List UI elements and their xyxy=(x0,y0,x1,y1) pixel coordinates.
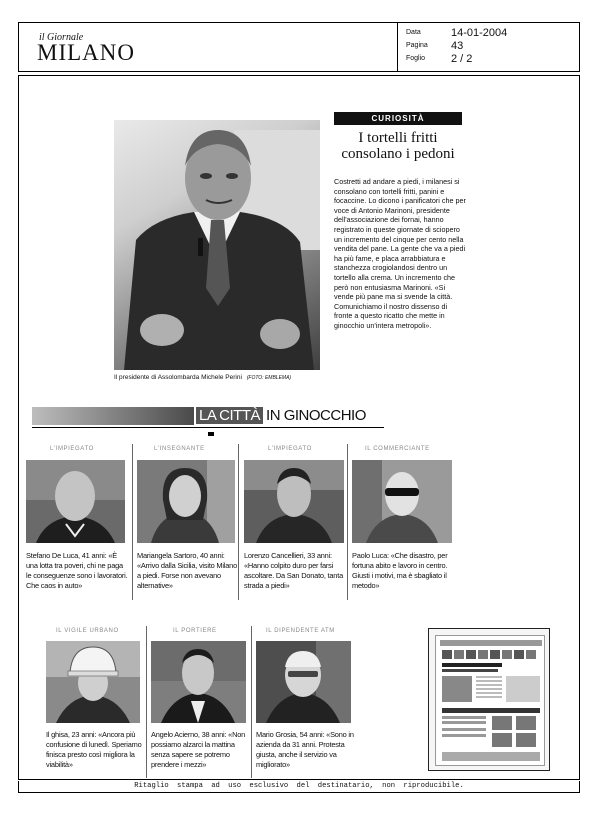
portrait-illustration xyxy=(114,120,320,370)
section-title xyxy=(196,406,369,426)
card-divider xyxy=(251,626,252,778)
card-quote: Mariangela Sartoro, 40 anni: «Arrivo dalla Sicilia, visito Milano a piedi. Forse non avevano alternative» xyxy=(137,551,238,590)
meta-sheet xyxy=(406,53,576,67)
page-thumbnail xyxy=(428,628,550,771)
card-quote: Lorenzo Cancellieri, 33 anni: «Hanno colpito duro per farsi ascoltare. Da San Donato, tanta strada a piedi» xyxy=(244,551,343,590)
interviewee-photo xyxy=(151,641,246,723)
clipping-meta xyxy=(397,23,580,71)
card-quote: Stefano De Luca, 41 anni: «È una lotta tra poveri, chi ne paga le conseguenze sono i lavoratori. Che caos in auto» xyxy=(26,551,128,590)
interviewee-photo xyxy=(256,641,351,723)
sheet-label: Foglio xyxy=(406,55,426,62)
section-gradient-bar xyxy=(32,407,194,425)
card-quote: Paolo Luca: «Che disastro, per fortuna abito e lavoro in centro. Giusti i motivi, ma è sbagliato il metodo» xyxy=(352,551,448,590)
card-divider xyxy=(238,444,239,600)
card-role: IL COMMERCIANTE xyxy=(365,446,430,452)
interviewee-photo xyxy=(244,460,344,543)
meta-page xyxy=(406,40,576,54)
logo-big-text: MILANO xyxy=(37,40,135,65)
article-headline: I tortelli fritti consolano i pedoni xyxy=(341,130,455,162)
interviewee-photo xyxy=(137,460,235,543)
card-role: L'IMPIEGATO xyxy=(50,446,94,452)
photo-credit: (FOTO: EMBLEMA) xyxy=(246,375,292,381)
card-role: L'IMPIEGATO xyxy=(268,446,312,452)
card-divider xyxy=(146,626,147,778)
date-value: 14-01-2004 xyxy=(451,27,508,39)
interviewee-photo xyxy=(26,460,125,543)
card-quote: Mario Grosia, 54 anni: «Sono in azienda da 31 anni. Protesta giusta, anche il servizio va migliorato» xyxy=(256,730,354,769)
photo-caption-text: Il presidente di Assolombarda Michele Perini xyxy=(114,374,242,381)
card-role: L'INSEGNANTE xyxy=(154,446,205,452)
interviewee-photo xyxy=(352,460,452,543)
article-body: Costretti ad andare a piedi, i milanesi si consolano con tortelli fritti, panini e focaccine. Lo dicono i panificatori che per voce di Antonio Marinoni, presidente dell'associazione dei fornai, hanno registrato in queste giornate di sciopero un incremento del cinque per cento nella vendita del pane. La gente che va a piedi ha più fame, e placa arrabbiatura e stanchezza crogiolandosi dentro un tortello alla crema. Un incremento che però non entusiasma Marinoni. «Si vende più pane ma si svende la città. Comunichiamo il nostro dissenso di fronte a questo ricatto che mette in ginocchio un'intera metropoli». xyxy=(334,177,466,330)
card-role: IL PORTIERE xyxy=(173,628,217,634)
page-thumbnail-image xyxy=(435,635,545,766)
section-title-part2: IN GINOCCHIO xyxy=(266,407,366,424)
page-value: 43 xyxy=(451,40,464,52)
logo-small-text: il Giornale xyxy=(39,32,84,43)
card-quote: Angelo Acierno, 38 anni: «Non possiamo alzarci la mattina senza sapere se potremo prendere i mezzi» xyxy=(151,730,246,769)
card-divider xyxy=(132,444,133,600)
card-role: IL DIPENDENTE ATM xyxy=(266,628,335,634)
card-quote: Il ghisa, 23 anni: «Ancora più confusione di lunedì. Speriamo finisca presto così migliora la viabilità» xyxy=(46,730,142,769)
section-rule xyxy=(32,427,384,428)
section-title-part1: LA CITTÀ xyxy=(196,407,263,424)
newspaper-logo xyxy=(19,23,397,71)
meta-date xyxy=(406,27,576,41)
page-label: Pagina xyxy=(406,42,428,49)
card-divider xyxy=(347,444,348,600)
interviewee-photo xyxy=(46,641,140,723)
card-role: IL VIGILE URBANO xyxy=(56,628,119,634)
clipping-header xyxy=(18,22,580,72)
footer-notice: Ritaglio stampa ad uso esclusivo del destinatario, non riproducibile. xyxy=(18,781,580,793)
section-marker xyxy=(208,432,214,436)
date-label: Data xyxy=(406,29,421,36)
article-kicker: CURIOSITÀ xyxy=(334,112,462,125)
photo-caption xyxy=(114,374,291,381)
sheet-value: 2 / 2 xyxy=(451,53,473,65)
main-photo xyxy=(114,120,320,370)
